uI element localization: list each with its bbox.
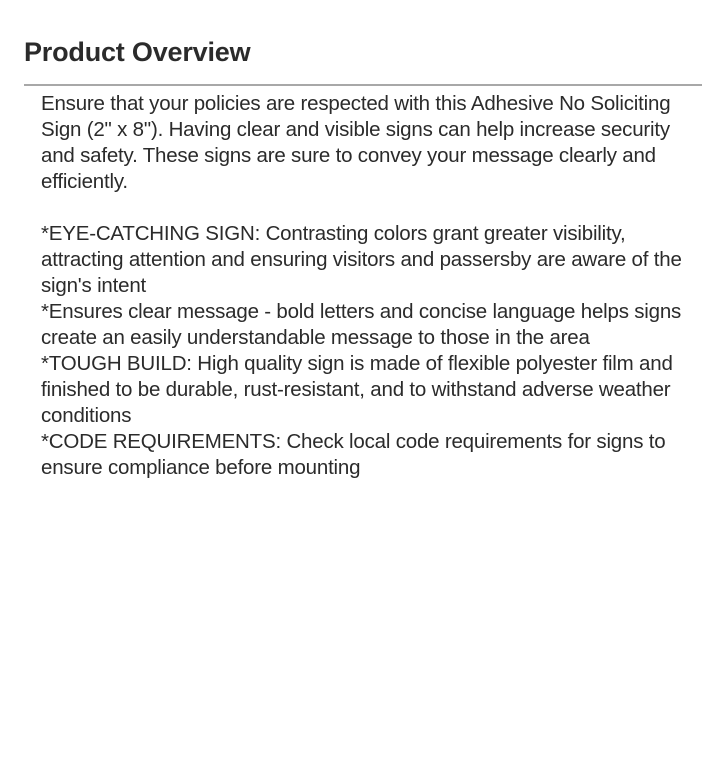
feature-item-eye-catching: *EYE-CATCHING SIGN: Contrasting colors grant greater visibility, attracting attention and ensuring visitors and passersby are aware of the sign's intent: [41, 222, 682, 297]
section-title: Product Overview: [24, 37, 251, 67]
product-overview-header: [24, 36, 702, 68]
feature-item-tough-build: *TOUGH BUILD: High quality sign is made of flexible polyester film and finished to be durable, rust-resistant, and to withstand adverse weather conditions: [41, 352, 673, 427]
feature-item-code-requirements: *CODE REQUIREMENTS: Check local code requirements for signs to ensure compliance before mounting: [41, 430, 666, 479]
product-description: [41, 91, 703, 481]
intro-paragraph: Ensure that your policies are respected with this Adhesive No Soliciting Sign (2" x 8"). Having clear and visible signs can help increase security and safety. These signs are sure to convey your message clearly and efficiently.: [41, 92, 671, 193]
feature-item-clear-message: *Ensures clear message - bold letters and concise language helps signs create an easily understandable message to those in the area: [41, 300, 682, 349]
section-divider: [24, 84, 702, 86]
